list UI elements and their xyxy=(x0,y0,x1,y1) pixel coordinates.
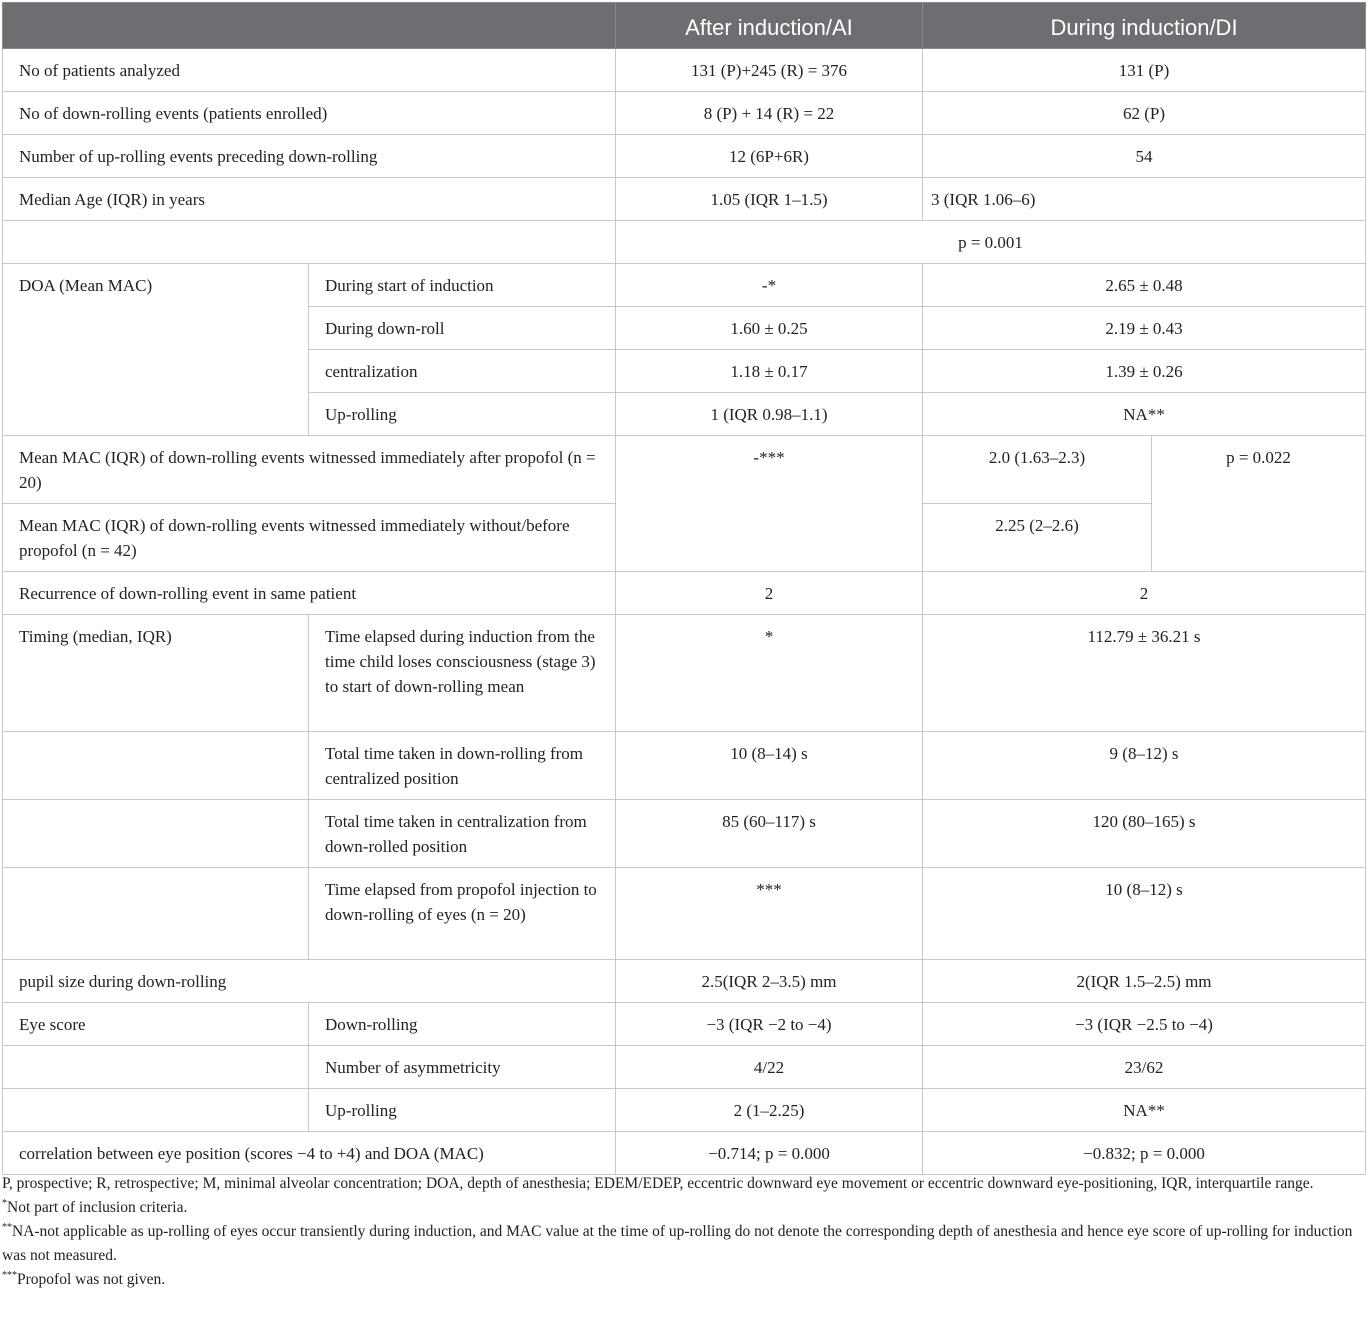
di-value: 9 (8–12) s xyxy=(923,732,1366,800)
row-label: Median Age (IQR) in years xyxy=(3,178,616,221)
header-during-induction: During induction/DI xyxy=(923,3,1366,49)
footnote-1 xyxy=(2,1196,1364,1220)
ai-value: 1.05 (IQR 1–1.5) xyxy=(616,178,923,221)
ai-value: 1.18 ± 0.17 xyxy=(616,350,923,393)
row-label: Recurrence of down-rolling event in same patient xyxy=(3,572,616,615)
ai-value: -*** xyxy=(616,436,923,572)
ai-value: 2 (1–2.25) xyxy=(616,1089,923,1132)
di-value: 54 xyxy=(923,135,1366,178)
sub-label: Number of asymmetricity xyxy=(309,1046,616,1089)
row-label: Mean MAC (IQR) of down-rolling events witnessed immediately without/before propofol (n = 42) xyxy=(3,504,616,572)
di-value: 1.39 ± 0.26 xyxy=(923,350,1366,393)
footnote-abbreviations: P, prospective; R, retrospective; M, minimal alveolar concentration; DOA, depth of anesthesia; EDEM/EDEP, eccentric downward eye movement or eccentric downward eye-positioning, IQR, interquartile range. xyxy=(2,1175,1314,1192)
ai-value: -* xyxy=(616,264,923,307)
sub-label: During down-roll xyxy=(309,307,616,350)
sub-label: Time elapsed during induction from the time child loses consciousness (stage 3) to start of down-rolling mean xyxy=(309,615,616,732)
ai-value: 4/22 xyxy=(616,1046,923,1089)
table-footnotes xyxy=(2,1172,1364,1292)
age-p-value: p = 0.001 xyxy=(616,221,1366,264)
table-row xyxy=(3,732,1366,800)
sub-label: Up-rolling xyxy=(309,1089,616,1132)
table-row xyxy=(3,1132,1366,1175)
table-row xyxy=(3,1046,1366,1089)
di-value: 2.25 (2–2.6) xyxy=(923,504,1152,572)
sub-label: Down-rolling xyxy=(309,1003,616,1046)
footnote-2 xyxy=(2,1220,1364,1268)
table-row xyxy=(3,960,1366,1003)
di-value: 10 (8–12) s xyxy=(923,868,1366,960)
empty-cell xyxy=(3,732,309,800)
empty-cell xyxy=(3,221,616,264)
table-row xyxy=(3,264,1366,307)
sub-label: Total time taken in down-rolling from centralized position xyxy=(309,732,616,800)
eye-score-label: Eye score xyxy=(3,1003,309,1046)
sub-label: Time elapsed from propofol injection to down-rolling of eyes (n = 20) xyxy=(309,868,616,960)
di-value: 3 (IQR 1.06–6) xyxy=(923,178,1366,221)
table-row xyxy=(3,221,1366,264)
di-value: 120 (80–165) s xyxy=(923,800,1366,868)
empty-cell xyxy=(3,1046,309,1089)
di-value: −3 (IQR −2.5 to −4) xyxy=(923,1003,1366,1046)
di-value: 2.19 ± 0.43 xyxy=(923,307,1366,350)
sub-label: Up-rolling xyxy=(309,393,616,436)
table-row xyxy=(3,49,1366,92)
ai-value: * xyxy=(616,615,923,732)
sub-label: centralization xyxy=(309,350,616,393)
table-row xyxy=(3,1089,1366,1132)
footnote-1-mark: * xyxy=(2,1197,7,1209)
row-label: Mean MAC (IQR) of down-rolling events witnessed immediately after propofol (n = 20) xyxy=(3,436,616,504)
ai-value: 10 (8–14) s xyxy=(616,732,923,800)
ai-value: 2 xyxy=(616,572,923,615)
table-row xyxy=(3,868,1366,960)
di-value: 2(IQR 1.5–2.5) mm xyxy=(923,960,1366,1003)
footnote-1-text: Not part of inclusion criteria. xyxy=(7,1199,188,1216)
ai-value: 12 (6P+6R) xyxy=(616,135,923,178)
mac-p-value: p = 0.022 xyxy=(1152,436,1366,572)
di-value: 2.0 (1.63–2.3) xyxy=(923,436,1152,504)
ai-value: 1 (IQR 0.98–1.1) xyxy=(616,393,923,436)
di-value: 23/62 xyxy=(923,1046,1366,1089)
ai-value: *** xyxy=(616,868,923,960)
footnote-2-mark: ** xyxy=(2,1221,12,1233)
di-value: 62 (P) xyxy=(923,92,1366,135)
sub-label: Total time taken in centralization from down-rolled position xyxy=(309,800,616,868)
header-parameter xyxy=(3,3,616,49)
di-value: 2 xyxy=(923,572,1366,615)
footnote-2-text: NA-not applicable as up-rolling of eyes occur transiently during induction, and MAC value at the time of up-rolling do not denote the corresponding depth of anesthesia and hence eye score of up-rolling for induction was not measured. xyxy=(2,1223,1353,1264)
table-row xyxy=(3,572,1366,615)
footnote-3-text: Propofol was not given. xyxy=(17,1271,166,1288)
empty-cell xyxy=(3,800,309,868)
ai-value: 2.5(IQR 2–3.5) mm xyxy=(616,960,923,1003)
di-value: 2.65 ± 0.48 xyxy=(923,264,1366,307)
sub-label: During start of induction xyxy=(309,264,616,307)
ai-value: 131 (P)+245 (R) = 376 xyxy=(616,49,923,92)
table-row xyxy=(3,436,1366,504)
header-row xyxy=(3,3,1366,49)
empty-cell xyxy=(3,1089,309,1132)
header-after-induction: After induction/AI xyxy=(616,3,923,49)
row-label: correlation between eye position (scores −4 to +4) and DOA (MAC) xyxy=(3,1132,616,1175)
table-row xyxy=(3,1003,1366,1046)
di-value: NA** xyxy=(923,393,1366,436)
timing-label: Timing (median, IQR) xyxy=(3,615,309,732)
di-value: NA** xyxy=(923,1089,1366,1132)
results-table xyxy=(2,2,1366,1175)
ai-value: −3 (IQR −2 to −4) xyxy=(616,1003,923,1046)
row-label: Number of up-rolling events preceding down-rolling xyxy=(3,135,616,178)
table-row xyxy=(3,800,1366,868)
ai-value: 1.60 ± 0.25 xyxy=(616,307,923,350)
row-label: pupil size during down-rolling xyxy=(3,960,616,1003)
table-row xyxy=(3,178,1366,221)
footnote-3 xyxy=(2,1268,1364,1292)
ai-value: −0.714; p = 0.000 xyxy=(616,1132,923,1175)
di-value: 112.79 ± 36.21 s xyxy=(923,615,1366,732)
row-label: No of patients analyzed xyxy=(3,49,616,92)
table-row xyxy=(3,92,1366,135)
doa-label: DOA (Mean MAC) xyxy=(3,264,309,436)
empty-cell xyxy=(3,868,309,960)
table-row xyxy=(3,135,1366,178)
di-value: −0.832; p = 0.000 xyxy=(923,1132,1366,1175)
di-value: 131 (P) xyxy=(923,49,1366,92)
footnote-3-mark: *** xyxy=(2,1269,17,1281)
table-row xyxy=(3,615,1366,732)
ai-value: 8 (P) + 14 (R) = 22 xyxy=(616,92,923,135)
row-label: No of down-rolling events (patients enrolled) xyxy=(3,92,616,135)
ai-value: 85 (60–117) s xyxy=(616,800,923,868)
